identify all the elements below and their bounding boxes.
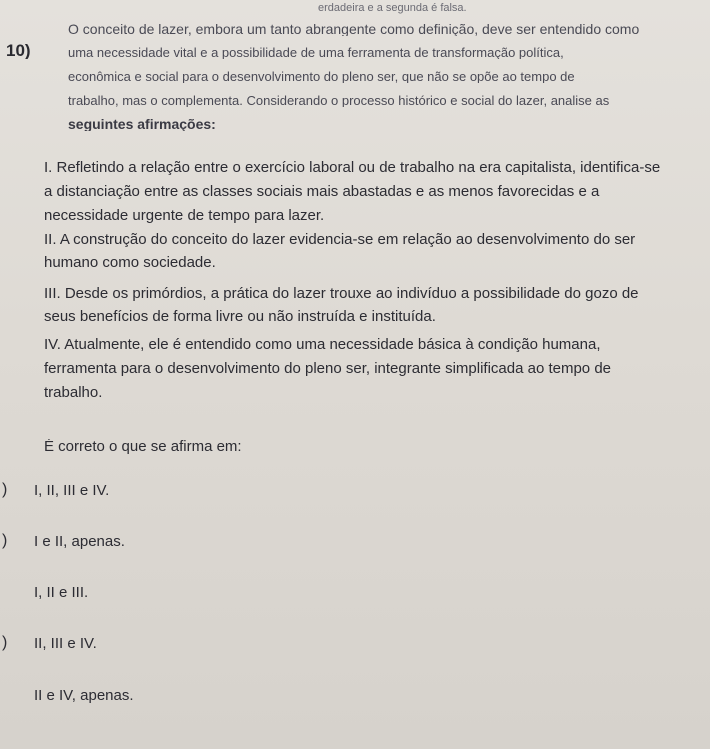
option-d-label[interactable]: II, III e IV. [34,636,97,651]
option-e-label[interactable]: II e IV, apenas. [34,688,134,703]
question-prompt: É correto o que se afirma em: [44,439,242,454]
statement-iv-line: IV. Atualmente, ele é entendido como uma necessidade básica à condição humana, [44,337,601,352]
statement-ii-line: humano como sociedade. [44,255,216,270]
previous-question-fragment: erdadeira e a segunda é falsa. [318,3,467,14]
intro-line: O conceito de lazer, embora um tanto abrangente como definição, deve ser entendido como [68,22,640,36]
statement-iv-line: ferramenta para o desenvolvimento do pleno ser, integrante simplificada ao tempo de [44,361,612,376]
intro-line: uma necessidade vital e a possibilidade de uma ferramenta de transformação política, [68,46,564,59]
option-a-label[interactable]: I, II, III e IV. [34,483,110,498]
intro-line: econômica e social para o desenvolvimento do pleno ser, que não se opõe ao tempo de [68,70,575,83]
statement-ii-line: II. A construção do conceito do lazer evidencia-se em relação ao desenvolvimento do ser [44,232,636,247]
option-d-marker[interactable]: ) [2,635,8,651]
intro-line: seguintes afirmações: [68,117,216,131]
intro-line: trabalho, mas o complementa. Considerando o processo histórico e social do lazer, analise as [68,94,610,107]
statement-i-line: a distanciação entre as classes sociais mais abastadas e as menos favorecidas e a [44,184,600,199]
option-a-marker[interactable]: ) [2,482,8,498]
option-c-label[interactable]: I, II e III. [34,585,89,600]
statement-iii-line: III. Desde os primórdios, a prática do lazer trouxe ao indivíduo a possibilidade do gozo de [44,286,639,301]
question-number: 10) [6,42,31,59]
statement-iii-line: seus benefícios de forma livre ou não instruída e instituída. [44,309,436,324]
option-b-marker[interactable]: ) [2,533,8,549]
statement-iv-line: trabalho. [44,385,103,400]
statement-i-line: I. Refletindo a relação entre o exercício laboral ou de trabalho na era capitalista, identifica-se [44,160,661,175]
option-b-label[interactable]: I e II, apenas. [34,534,125,549]
statement-i-line: necessidade urgente de tempo para lazer. [44,208,325,223]
